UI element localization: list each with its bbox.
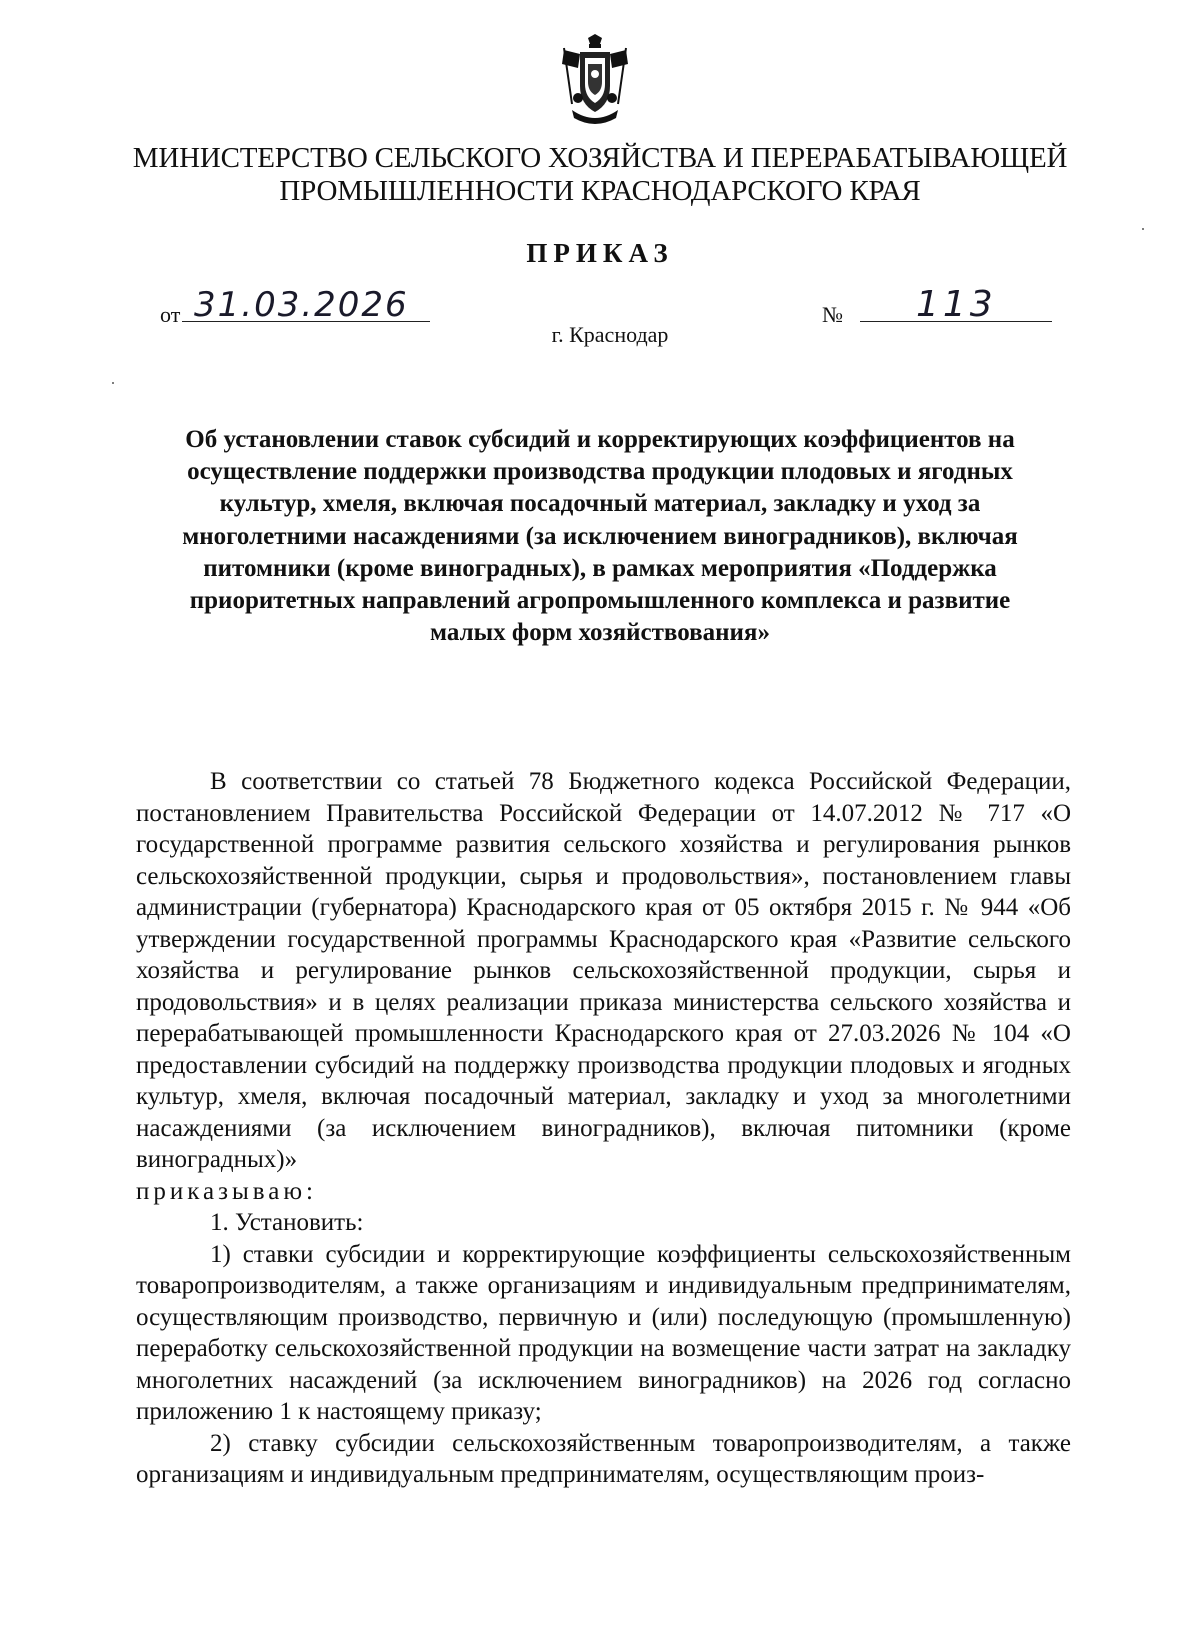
document-type-title: ПРИКАЗ [526,238,674,268]
date-value-handwritten: 31.03.2026 [182,288,430,322]
order-body [136,766,1071,1491]
number-prefix: № [822,302,843,327]
scan-speck [112,382,114,384]
number-value-handwritten: 113 [860,288,1052,322]
coat-of-arms-icon [558,34,632,126]
city-label: г. Краснодар [551,322,669,347]
clause-1: 1. Установить: [210,1209,364,1236]
ministry-name-line2: ПРОМЫШЛЕННОСТИ КРАСНОДАРСКОГО КРАЯ [279,175,921,207]
ministry-name-line1: МИНИСТЕРСТВО СЕЛЬСКОГО ХОЗЯЙСТВА И ПЕРЕРАБАТЫВАЮЩЕЙ [132,142,1068,174]
clause-1-1: 1) ставки субсидии и корректирующие коэффициенты сельскохозяйственным товаропроизводителям, а также организациям и индивидуальным предпринимателям, осуществляющим производство, первичную и (или) последующую (промышленную) переработку сельскохозяйственной продукции на возмещение части затрат на закладку многолетних насаждений (за исключением виноградников) на 2026 год согласно приложению 1 к настоящему приказу; [136,1240,1071,1425]
command-word: приказываю: [136,1177,317,1205]
order-date [160,285,430,328]
clause-1-2: 2) ставку субсидии сельскохозяйственным товаропроизводителям, а также организациям и индивидуальным предпринимателям, осуществляющим произ- [136,1429,1071,1488]
scan-speck [1142,228,1144,230]
ministry-name [80,142,1120,208]
preamble-paragraph: В соответствии со статьей 78 Бюджетного кодекса Российской Федерации, постановлением Правительства Российской Федерации от 14.07.2012 № 717 «О государственной программе развития сельского хозяйства и регулирования рынков сельскохозяйственной продукции, сырья и продовольствия», постановлением главы администрации (губернатора) Краснодарского края от 05 октября 2015 г. № 944 «Об утверждении государственной программы Краснодарского края «Развитие сельского хозяйства и регулирование рынков сельскохозяйственной продукции, сырья и продовольствия» и в целях реализации приказа министерства сельского хозяйства и перерабатывающей промышленности Краснодарского края от 27.03.2026 № 104 «О предоставлении субсидий на поддержку производства продукции плодовых и ягодных культур, хмеля, включая посадочный материал, закладку и уход за многолетними насаждениями (за исключением виноградников), включая питомники (кроме виноградных)» [136,768,1071,1173]
date-prefix: от [160,302,181,327]
order-subject: Об установлении ставок субсидий и корректирующих коэффициентов на осуществление поддержки производства продукции плодовых и ягодных культур, хмеля, включая посадочный материал, закладку и уход за многолетними насаждениями (за исключением виноградников), включая питомники (кроме виноградных), в рамках мероприятия «Поддержка приоритетных направлений агропромышленного комплекса и развитие малых форм хозяйствования» [182,426,1018,647]
order-number [822,284,1052,328]
